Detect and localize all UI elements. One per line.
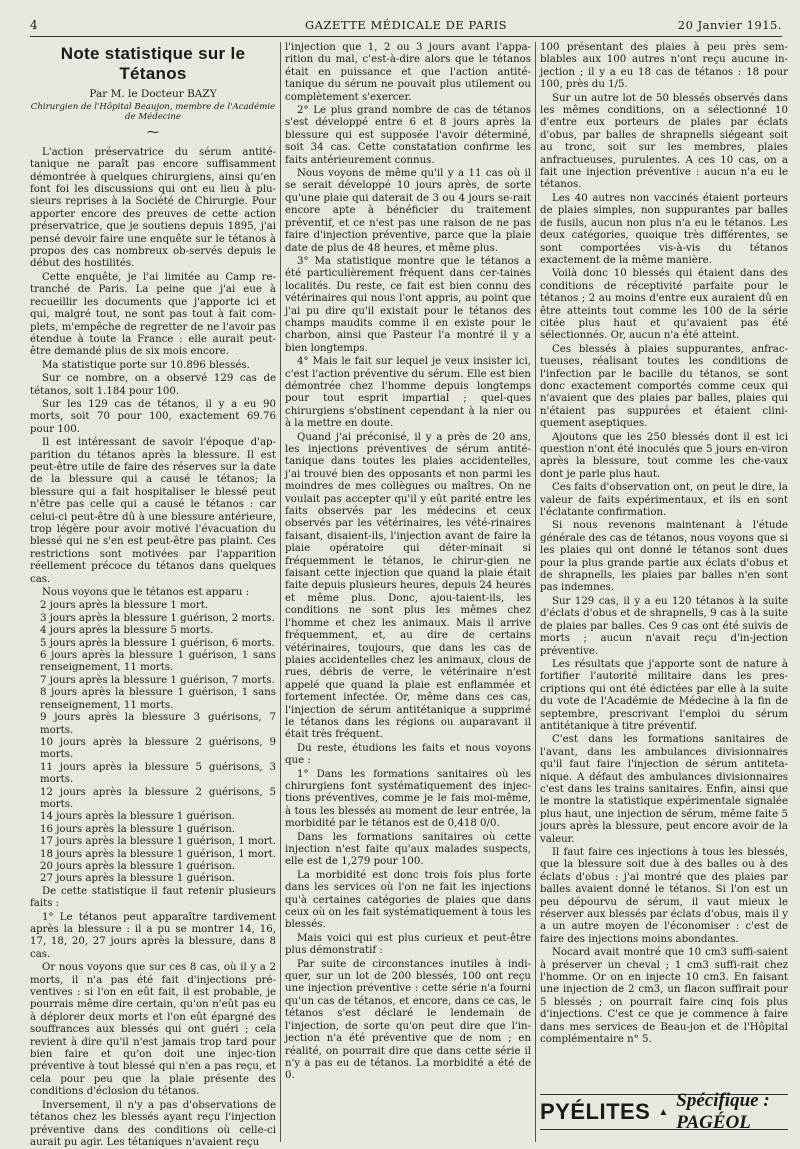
column-3 bbox=[540, 42, 788, 1142]
list-item: 12 jours après la blessure 2 guérisons, 5 morts. bbox=[40, 786, 276, 810]
paragraph: 1° Le tétanos peut apparaître tardivement après la blessure : il a pu se montrer 14, 16, 17, 18, 20, 27 jours après la blessure, dans 8 cas. bbox=[30, 911, 276, 960]
list-item: 18 jours après la blessure 1 guérison, 1 mort. bbox=[40, 848, 276, 860]
triangle-icon: ▲ bbox=[658, 1106, 669, 1118]
article-author: Par M. le Docteur BAZY bbox=[89, 88, 217, 100]
list-item: 10 jours après la blessure 2 guérisons, 9 morts. bbox=[40, 736, 276, 761]
article-title: Note statistique sur le Tétanos bbox=[60, 44, 246, 83]
paragraph: Sur 129 cas, il y a eu 120 tétanos à la suite d'éclats d'obus et de shrapnells, 9 cas à la suite de plaies par balles. Ces 9 cas ont été suivis de morts ; aucun n'avait reçu d'in-jection préventive. bbox=[540, 595, 788, 657]
paragraph: 100 présentant des plaies à peu près sem-blables aux 100 autres n'ont reçu aucune in-jection ; il y a eu 18 cas de tétanos : 18 pour 100, près du 1/5. bbox=[540, 42, 788, 91]
paragraph: 1° Dans les formations sanitaires où les chirurgiens font systématiquement des injec-tions préventives, comme je le fais moi-même, à tous les blessés au moment de leur entrée, la morbidité par le tétanos est de 0,418 0/0. bbox=[285, 768, 531, 830]
paragraph: Voilà donc 10 blessés qui étaient dans des conditions de réceptivité parfaite pour le tétanos ; 2 au moins d'entre eux auraient dû en être atteints tout comme les 100 de la série citée plus haut et qu'avaient pas été sélectionnés. Or, aucun n'a été atteint. bbox=[540, 268, 788, 342]
page-number: 4 bbox=[30, 18, 39, 32]
list-item: 27 jours après la blessure 1 guérison. bbox=[40, 873, 236, 885]
paragraph: Dans les formations sanitaires où cette injection n'est faite qu'aux malades suspects, elle est de 1,279 pour 100. bbox=[285, 831, 531, 868]
paragraph: Sur un autre lot de 50 blessés observés dans les mêmes conditions, on a sélectionné 10 d'entre eux porteurs de plaies par éclats d'obus, par balles de shrapnells siégeant soit au tronc, soit sur les membres, plaies anfractueuses, purulentes. A ces 10 cas, on a fait une injection préventive : aucun n'a eu le tétanos. bbox=[540, 92, 788, 191]
list-item: 14 jours après la blessure 1 guérison. bbox=[40, 811, 236, 823]
paragraph: Il est intéressant de savoir l'époque d'ap-parition du tétanos après la blessure. Il est peut-être utile de faire des réserves sur la date de la blessure qui a causé le tétanos; la blessure qui a fait hospitaliser le blessé peut n'être pas celle qui a causé le tétanos : car celui-ci peut-être dû à une blessure antérieure, trop légère pour avoir motivé l'évacuation du blessé qui ne s'en est peut-être pas plaint. Ces restrictions sont motivées par l'apparition réellement précoce du tétanos dans quelques cas. bbox=[30, 437, 276, 585]
list-item: 20 jours après la blessure 1 guérison. bbox=[40, 860, 236, 872]
paragraph: Nous voyons que le tétanos est apparu : bbox=[42, 587, 250, 599]
ad-brand: PYÉLITES bbox=[540, 1099, 651, 1124]
paragraph: Ajoutons que les 250 blessés dont il est ici question n'ont été inoculés que 5 jours en-viron après la blessure, tout comme les che-vaux dont je parle plus haut. bbox=[540, 431, 788, 480]
list-item: 6 jours après la blessure 1 guérison, 1 sans renseignement, 11 morts. bbox=[40, 650, 276, 674]
paragraph: 2° Le plus grand nombre de cas de tétanos s'est développé entre 6 et 8 jours après la blessure qui est supposée l'avoir déterminé, soit 34 cas. Cette constatation confirme les faits antérieurement connus. bbox=[285, 105, 531, 166]
paragraph: Quand j'ai préconisé, il y a près de 20 ans, les injections préventives de sérum antité-tanique dans toutes les plaies accidentelles, j'ai trouvé bien des opposants et non parmi les moindres de mes collègues ou maîtres. On ne voulait pas accepter qu'il y eût parité entre les faits observés par les médecins et ceux observés par les vétérinaires, les vété-rinaires faisant, disaient-ils, l'injection avant de faire la plaie opératoire qui déter-minait si fréquemment le tétanos, le chirur-gien ne faisant cette injection que quand la plaie était faite depuis plusieurs heures, depuis 24 heures et même plus. Donc, ajou-taient-ils, les conditions ne sont plus les mêmes chez l'homme et chez les animaux. Mais il arrive fréquemment, et, au dire de certains vétérinaires, toujours, que dans les cas de plaies accidentelles chez les animaux, clous de rues, débris de verre, le vétérinaire n'est appelé que quand la plaie est enflammée et fortement infectée. Or, même dans ces cas, l'injection de sérum antitétanique a supprimé le tétanos dans les régions ou auparavant il était très fréquent. bbox=[285, 431, 531, 741]
list-item: 8 jours après la blessure 1 guérison, 1 sans renseignement, 11 morts. bbox=[40, 687, 276, 711]
paragraph: Il faut faire ces injections à tous les blessés, que la blessure soit due à des balles ou à des éclats d'obus : j'ai montré que des plaies par balles avaient donné le tétanos. Si l'on est un peu dépourvu de sérum, il vaut mieux le réserver aux blessés par éclats d'obus, mais il y a un autre moyen de l'économiser : c'est de faire des injections moins abondantes. bbox=[540, 847, 788, 945]
author-affiliation: Chirurgien de l'Hôpital Beaujon, membre de l'Académie de Médecine bbox=[30, 102, 276, 123]
advertisement bbox=[540, 1090, 788, 1133]
list-item: 5 jours après la blessure 1 guérison, 6 morts. bbox=[40, 637, 275, 649]
paragraph: La morbidité est donc trois fois plus forte dans les services où l'on ne fait les injections qu'à certaines catégories de plaies que dans ceux où on les fait systématiquement à tous les blessés. bbox=[285, 869, 531, 931]
paragraph: Mais voici qui est plus curieux et peut-être plus démonstratif : bbox=[285, 932, 531, 957]
paragraph: Ces blessés à plaies suppurantes, anfrac-tueuses, réalisant toutes les conditions de l'infection par le bacille du tétanos, se sont donc exactement comportés comme ceux qui n'avaient que des plaies par balles, plaies qui n'étaient pas suppurées et étaient clini-quement aseptiques. bbox=[540, 343, 788, 430]
paragraph: Sur les 129 cas de tétanos, il y a eu 90 morts, soit 70 pour 100, exactement 69.76 pour 100. bbox=[30, 398, 276, 435]
list-item: 16 jours après la blessure 1 guérison. bbox=[40, 823, 236, 835]
column-2 bbox=[285, 42, 531, 1142]
paragraph: Cette enquête, je l'ai limitée au Camp re-tranché de Paris. La peine que j'ai eue à recueillir les documents que j'apporte ici et qui, malgré tout, ne sont pas tout à fait com-plets, m'empêche de regretter de ne l'avoir pas étendue à toute la France : elle aurait peut-être demandé plus de six mois encore. bbox=[30, 271, 276, 358]
column-divider bbox=[280, 42, 281, 1142]
onset-list bbox=[30, 600, 276, 885]
list-item: 11 jours après la blessure 5 guérisons, 3 morts. bbox=[40, 761, 276, 786]
paragraph: Ma statistique porte sur 10.896 blessés. bbox=[42, 359, 250, 371]
issue-date: 20 Janvier 1915. bbox=[677, 18, 782, 32]
paragraph: Sur ce nombre, on a observé 129 cas de tétanos, soit 1.184 pour 100. bbox=[30, 373, 276, 397]
paragraph: L'action préservatrice du sérum antité-tanique ne paraît pas encore suffisamment démontrée à quelques chirurgiens, ainsi qu'en font foi les discussions qui ont eu lieu à plu-sieurs reprises à la Société de Chirurgie. Pour apporter encore des preuves de cette action préservatrice, que je soutiens depuis 1895, j'ai pensé devoir faire une enquête sur le tétanos à propos des cas nombreux ob-servés depuis le début des hostilités. bbox=[30, 146, 276, 270]
paragraph: 3° Ma statistique montre que le tétanos a été particulièrement fréquent dans cer-taines localités. Du reste, ce fait est bien connu des vétérinaires qui nous l'ont appris, au point que j'ai pu dire qu'il existait pour le tétanos des champs maudits comme il en existe pour le charbon, ainsi que Pasteur l'a montré il y a bien longtemps. bbox=[285, 255, 531, 354]
paragraph: l'injection que 1, 2 ou 3 jours avant l'appa-rition du mal, c'est-à-dire alors que le tétanos était en puissance et que l'action antité-tanique du sérum ne pouvait plus utilement ou complètement s'exercer. bbox=[285, 42, 531, 103]
list-item: 2 jours après la blessure 1 mort. bbox=[40, 600, 209, 612]
journal-title: GAZETTE MÉDICALE DE PARIS bbox=[304, 18, 508, 32]
paragraph: Ces faits d'observation ont, on peut le dire, la valeur de faits expérimentaux, et ils en sont l'éclatante confirmation. bbox=[540, 482, 788, 519]
ad-tagline: Spécifique : PAGÉOL bbox=[676, 1090, 770, 1133]
list-item: 3 jours après la blessure 1 guérison, 2 morts. bbox=[40, 612, 275, 624]
paragraph: Nous voyons de même qu'il y a 11 cas où il se serait développé 10 jours après, de sorte qu'une plaie qui daterait de 3 ou 4 jours se-rait encore apte à bénéficier du traitement préventif, et ce n'est pas une raison de ne pas faire d'injection préventive, parce que la plaie date de plus de 48 heures, et même plus. bbox=[285, 168, 531, 254]
paragraph: Les 40 autres non vaccinés étaient porteurs de plaies simples, non suppurantes par balles de fusils, aucun non plus n'a eu le tétanos. Les deux catégories, quoique très différentes, se sont comportées vis-à-vis du tétanos exactement de la même manière. bbox=[540, 192, 788, 266]
paragraph: Par suite de circonstances inutiles à indi-quer, sur un lot de 200 blessés, 100 ont reçu une injection préventive : cette série n'a fourni qu'un cas de tétanos, et encore, dans ce cas, le tétanos s'est déclaré le lendemain de l'injection, de sorte qu'on peut dire que l'in-jection n'a été préventive que de nom ; en réalité, on pourrait dire que dans cette série il n'y a pas eu de tétanos. La morbidité a été de 0. bbox=[285, 958, 531, 1082]
ornament-divider-icon: ⁓ bbox=[147, 125, 159, 140]
column-divider bbox=[535, 42, 536, 1142]
column-1 bbox=[30, 42, 276, 1148]
paragraph: Inversement, il n'y a pas d'observations de tétanos chez les blessés ayant reçu l'injection préventive dans des conditions où celle-ci aurait pu agir. Les tétaniques n'avaient reçu bbox=[30, 1099, 276, 1148]
paragraph: C'est dans les formations sanitaires de l'avant, dans les ambulances divisionnaires qu'il faut faire l'injection de sérum antiteta-nique. A défaut des ambulances divisionnaires c'est dans les trains sanitaires. Enfin, ainsi que le montre la statistique expérimentale signalée plus haut, une injection de sérum, même faite 5 jours après la blessure, peut encore avoir de la valeur. bbox=[540, 734, 788, 845]
paragraph: Du reste, étudions les faits et nous voyons que : bbox=[285, 742, 531, 767]
list-item: 17 jours après la blessure 1 guérison, 1 mort. bbox=[40, 836, 276, 848]
list-item: 7 jours après la blessure 1 guérison, 7 morts. bbox=[40, 674, 275, 686]
paragraph: Si nous revenons maintenant à l'étude générale des cas de tétanos, nous voyons que si les plaies qui ont donné le tétanos sont dues pour la plus grande partie aux éclats d'obus et de shrapnells, les plaies par balles n'en sont pas indemnes. bbox=[540, 520, 788, 594]
page-header bbox=[30, 14, 782, 37]
paragraph: 4° Mais le fait sur lequel je veux insister ici, c'est l'action préventive du sérum. Elle est bien démontrée chez l'homme depuis longtemps pour tout esprit impartial ; quel-ques chirurgiens s'obstinent cependant à la nier ou à la mettre en doute. bbox=[285, 356, 531, 430]
paragraph: Nocard avait montré que 10 cm3 suffi-saient à préserver un cheval ; 1 cm3 suffi-rait chez l'homme. Or on en injecte 10 cm3. En faisant une injection de 2 cm3, un flacon suffirait pour 5 blessés ; on pourrait faire cinq fois plus d'injections. C'est ce que je commence à faire dans mes services de Beau-jon et de l'Hôpital complémentaire n° 5. bbox=[540, 947, 788, 1046]
list-item: 9 jours après la blessure 3 guérisons, 7 morts. bbox=[40, 712, 276, 736]
paragraph: Or nous voyons que sur ces 8 cas, où il y a 2 morts, il n'a pas été fait d'injections pré-ventives : si l'on en eût fait, il est probable, je pourrais même dire certain, qu'on n'eût pas eu à déplorer deux morts et l'on eût épargné des souffrances aux blessés qui ont guéri ; cela revient à dire qu'il n'est jamais trop tard pour bien faire et qu'on doit une injec-tion préventive à tout blessé qui n'en a pas reçu, et cela pour peu que la plaie présente des conditions d'éclosion du tétanos. bbox=[30, 962, 276, 1098]
paragraph: De cette statistique il faut retenir plusieurs faits : bbox=[30, 885, 276, 910]
list-item: 4 jours après la blessure 5 morts. bbox=[40, 625, 214, 637]
paragraph: Les résultats que j'apporte sont de nature à fortifier l'autorité militaire dans les pres-criptions qui ont été édictées par elle à la suite du vote de l'Académie de Médecine à la fin de septembre, prescrivant l'emploi du sérum antitétanique à titre préventif. bbox=[540, 658, 788, 732]
